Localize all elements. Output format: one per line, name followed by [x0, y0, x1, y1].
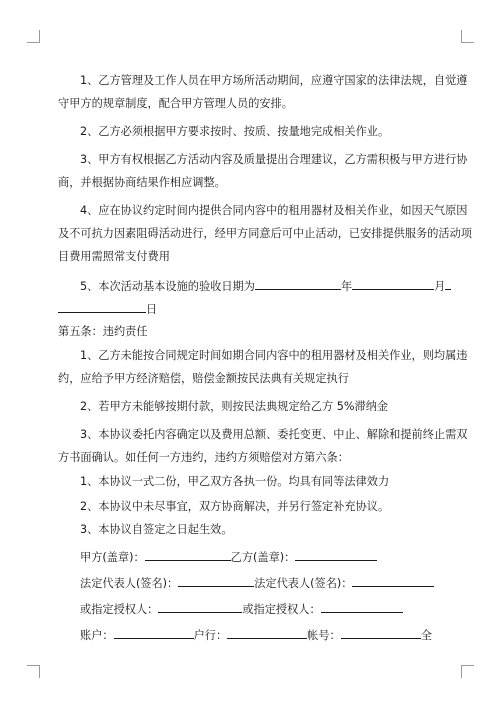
clause-3-line-1: 3、甲方有权根据乙方活动内容及质量提出合理建议，乙方需积极与甲方进行协 [80, 153, 468, 166]
clause-1-line-2: 守甲方的规章制度，配合甲方管理人员的安排。 [58, 97, 293, 110]
breach-3-line-2: 方书面确认。如任何一方违约，违约方须赔偿对方第六条： [58, 451, 349, 464]
month-label: 月 [434, 280, 446, 293]
account-tail: 全 [420, 629, 432, 642]
clause-5-line-2 [58, 301, 157, 317]
clause-4-line-3: 目费用需照常支付费用 [58, 250, 170, 263]
legal-rep-a-label: 法定代表人(签名)： [80, 577, 179, 590]
account-row [80, 627, 432, 643]
party-b-seal-blank[interactable] [295, 549, 377, 561]
breach-3-line-1: 3、本协议委托内容确定以及费用总额、委托变更、中止、解除和提前终止需双 [80, 428, 468, 441]
authorized-a-blank[interactable] [158, 601, 242, 613]
account-blank[interactable] [114, 627, 194, 639]
bank-blank[interactable] [227, 627, 307, 639]
corner-mark-bottom-right [461, 665, 474, 678]
section-five-title: 第五条：违约责任 [58, 325, 148, 338]
acceptance-date-label: 5、本次活动基本设施的验收日期为 [80, 280, 255, 293]
clause-4-line-2: 及不可抗力因素阻碍活动进行，经甲方同意后可中止活动，已安排提供服务的活动项 [58, 227, 472, 240]
account-label: 账户： [80, 629, 114, 642]
authorized-a-label: 或指定授权人： [80, 603, 159, 616]
corner-mark-top-right [461, 30, 474, 43]
term-1: 1、本协议一式二份，甲乙双方各执一份。均具有同等法律效力 [80, 475, 390, 488]
legal-rep-a-blank[interactable] [178, 575, 254, 587]
account-number-label: 帐号： [307, 629, 341, 642]
party-a-seal-blank[interactable] [145, 549, 231, 561]
authorized-row [80, 601, 403, 617]
account-number-blank[interactable] [341, 627, 421, 639]
authorized-b-label: 或指定授权人： [242, 603, 321, 616]
party-a-seal-label: 甲方(盖章)： [80, 551, 145, 564]
breach-1-line-2: 约，应给予甲方经济赔偿，赔偿金额按民法典有关规定执行 [58, 372, 349, 385]
month-trailing-blank [445, 278, 451, 290]
term-2: 2、本协议中未尽事宜，双方协商解决，并另行签定补充协议。 [80, 500, 390, 513]
clause-2: 2、乙方必须根据甲方要求按时、按质、按量地完成相关作业。 [80, 125, 390, 138]
term-3: 3、本协议自签定之日起生效。 [80, 523, 233, 536]
corner-mark-top-left [27, 30, 40, 43]
clause-1-line-1: 1、乙方管理及工作人员在甲方场所活动期间，应遵守国家的法律法规，自觉遵 [80, 74, 468, 87]
breach-2: 2、若甲方未能够按期付款，则按民法典规定给乙方 5%滞纳金 [80, 400, 389, 413]
bank-label: 户行： [193, 629, 228, 642]
acceptance-year-blank[interactable] [255, 278, 341, 290]
legal-rep-b-label: 法定代表人(签名)： [254, 577, 353, 590]
clause-5-line-1 [80, 278, 451, 294]
breach-1-line-1: 1、乙方未能按合同规定时间如期合同内容中的租用器材及相关作业，则均属违 [80, 349, 468, 362]
legal-rep-row [80, 575, 434, 591]
year-label: 年 [340, 280, 353, 293]
seal-row [80, 549, 377, 565]
clause-3-line-2: 商，并根据协商结果作相应调整。 [58, 176, 226, 189]
legal-rep-b-blank[interactable] [352, 575, 434, 587]
clause-4-line-1: 4、应在协议约定时间内提供合同内容中的租用器材及相关作业，如因天气原因 [80, 204, 468, 217]
day-label: 日 [146, 303, 158, 316]
party-b-seal-label: 乙方(盖章)： [230, 551, 296, 564]
corner-mark-bottom-left [27, 665, 40, 678]
acceptance-day-blank[interactable] [58, 301, 146, 313]
authorized-b-blank[interactable] [321, 601, 403, 613]
acceptance-month-blank[interactable] [352, 278, 434, 290]
